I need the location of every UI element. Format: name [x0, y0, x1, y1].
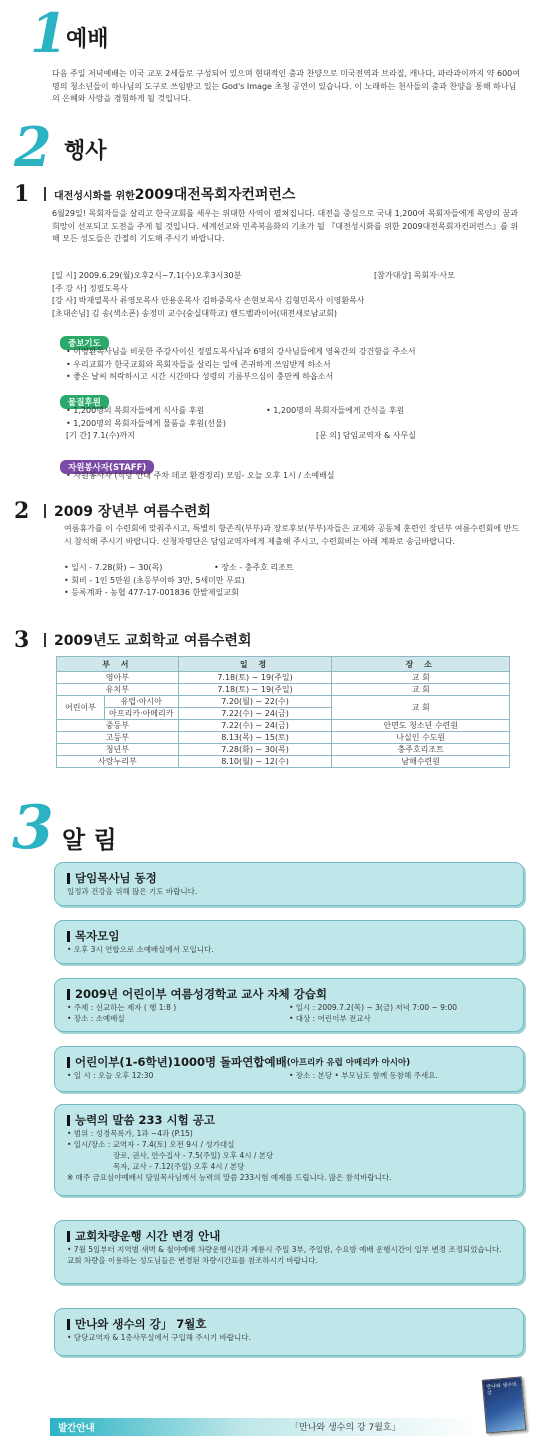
- footer-band: [50, 1418, 480, 1436]
- event-number: 2: [14, 498, 30, 524]
- cell-dept: 중등부: [57, 720, 179, 732]
- info-main-speaker: [주 강 사] 정필도목사: [52, 283, 128, 293]
- cell-date: 7.18(토) ~ 19(주일): [178, 672, 332, 684]
- notice-card: [54, 1046, 524, 1092]
- event-title: 2009 장년부 여름수련회: [54, 504, 211, 520]
- divider: [44, 187, 46, 201]
- notice-row: • 주제 : 선교하는 제자 ( 행 1:8 ) • 일시 : 2009.7.2(목) ~ 3(금) 저녁 7:00 ~ 9:00: [67, 1003, 458, 1012]
- cell-dept: 청년부: [57, 744, 179, 756]
- worship-description: 다음 주일 저녁예배는 미국 교포 2세들로 구성되어 있으며 현대적인 춤과 찬양으로 미국전역과 브라질, 캐나다, 파라과이까지 약 600여명의 청소년들이 하나님의 도구로 쓰임받고 있는 God's Image 초청 공연이 있습니다. 이 노래하는 천사들의 춤과 찬양을 통해 하나님의 은혜와 사랑을 경험하게 될 것입니다.: [52, 69, 520, 103]
- table-row: [57, 732, 510, 744]
- table-row: [57, 696, 510, 708]
- table-row: [57, 720, 510, 732]
- cell-place: 나실인 수도원: [332, 732, 510, 744]
- magazine-cover-image: [482, 1376, 527, 1433]
- contact: [문 의] 담임교역자 & 사무실: [316, 431, 416, 440]
- support-tag: 물질후원: [60, 395, 109, 409]
- retreat-account: • 등록계좌 - 농협 477-17-001836 한밭제일교회: [64, 588, 239, 597]
- retreat-row: [64, 562, 524, 575]
- notice-title: 능력의 말씀 233 시험 공고: [67, 1112, 511, 1128]
- conference-description: 6월29일! 목회자들을 살리고 한국교회를 세우는 위대한 사역이 펼쳐집니다. 대전을 중심으로 국내 1,200여 목회자들에게 목양의 꿈과 희망이 선포되고 도전을 주게 될 것입니다. 세계선교와 민족복음화의 기초가 될 『대전성시화를 위한 2009대전목회자컨퍼런스』를 위해 모든 성도들은 간절히 기도해 주시기 바랍니다.: [52, 209, 519, 243]
- notice-card: [54, 862, 524, 906]
- notice-line: ※ 매주 금요심야예배시 담임목사님께서 능력의 말씀 233시험 예제를 드립니다. 많은 참석바랍니다.: [67, 1173, 392, 1182]
- info-row: [52, 270, 524, 283]
- staff-tag: 자원봉사자(STAFF): [60, 460, 154, 474]
- event-number: 1: [14, 181, 30, 207]
- notice-line: • 오후 3시 연합으로 소예배실에서 모입니다.: [67, 945, 214, 954]
- col-header-dept: 부 서: [57, 657, 179, 672]
- notice-card: [54, 1104, 524, 1196]
- cell-dept: 고등부: [57, 732, 179, 744]
- section-number: 2: [14, 115, 52, 179]
- notice-line: • 7월 5일부터 지역별 새벽 & 철야예배 차량운행시간과 계룡시 주일 3부, 주일밤, 수요밤 예배 운행시간이 일부 변경 조정되었습니다. 교회 차량을 이용하는 성도님들은 변경된 차량시간표를 참조하시기 바랍니다.: [67, 1245, 502, 1265]
- notice-line: 장로, 권사, 안수집사 - 7.5(주일) 오후 4시 / 본당: [113, 1151, 274, 1160]
- staff-info: • 자원봉사자 (식당 안내 주차 데코 환경정리) 모임- 오늘 오후 1시 / 소예배실: [66, 471, 335, 480]
- title-bar: [67, 931, 70, 942]
- conference-info: [52, 270, 524, 320]
- section-title-events: 행사: [64, 139, 107, 164]
- notice-line: • 일시/장소 : 교역자 - 7.4(토) 오전 9시 / 성가대실: [67, 1140, 235, 1149]
- notice-title: 담임목사님 동정: [67, 870, 511, 886]
- retreat-date: • 일시 - 7.28(화) ~ 30(목): [64, 563, 163, 572]
- retreat-description: 여름휴가를 이 수련회에 맞춰주시고, 특별히 항존직(부부)과 장로후보(부부)자들은 교제와 공동체 훈련인 장년부 여름수련회에 반드시 참석해 주시기 바랍니다. 신청자명단은 담임교역자에게 제출해 주시고, 수련회비는 아래 계좌로 송금바랍니다.: [64, 524, 520, 546]
- table-row: [57, 672, 510, 684]
- title-bar: [67, 1319, 70, 1330]
- notice-title: 어린이부(1-6학년)1000명 돌파연합예배 (아프리카 유럽 아메리카 아시아): [67, 1054, 511, 1070]
- notice-card: [54, 920, 524, 964]
- prayer-list: [66, 346, 526, 384]
- title-bar: [67, 1115, 70, 1126]
- divider: [44, 504, 46, 518]
- period-row: [66, 430, 526, 443]
- table-row: [57, 744, 510, 756]
- event-number: 3: [14, 627, 30, 653]
- footer-label: 발간안내: [58, 1423, 95, 1434]
- notice-line: • 담당교역자 & 1층사무실에서 구입해 주시기 바랍니다.: [67, 1333, 251, 1342]
- support-list: • 1,200명의 목회자들에게 식사를 후원 • 1,200명의 목회자들에게 간식을 후원 • 1,200명의 목회자들에게 물품을 후원(선물) [기 간] 7.1(수)까지 [문 의] 담임교역자 & 사무실: [66, 405, 526, 443]
- event-heading-retreat: [14, 498, 211, 524]
- cell-place: 남해수련원: [332, 756, 510, 768]
- notice-title: 만나와 생수의 강」 7월호: [67, 1316, 511, 1332]
- event-heading-conference: [14, 181, 295, 207]
- prayer-item: • 우리교회가 한국교회와 목회자들을 살리는 일에 존귀하게 쓰임받게 하소서: [66, 359, 331, 369]
- info-guests: [초대손님] 김 송(색소폰) 송정미 교수(숭실대학교) 핸드벨콰이어(대전새로남교회): [52, 308, 337, 318]
- footer-text: 「만나와 생수의 강 7월호」: [290, 1423, 401, 1433]
- support-item: 1,200명의 목회자들에게 물품을 후원(선물): [73, 418, 226, 428]
- retreat-info: [64, 562, 524, 600]
- title-bar: [67, 873, 70, 884]
- cell-dept: 유럽·아시아: [104, 696, 178, 708]
- divider: [44, 633, 46, 647]
- support-item: 1,200명의 목회자들에게 식사를 후원: [73, 406, 205, 415]
- section-title-notices: 알 림: [62, 826, 117, 854]
- support-row: • 1,200명의 목회자들에게 식사를 후원 • 1,200명의 목회자들에게 간식을 후원: [66, 406, 405, 415]
- cell-date: 7.18(토) ~ 19(주일): [178, 684, 332, 696]
- cell-place: 안면도 청소년 수련원: [332, 720, 510, 732]
- notice-line: 일정과 건강을 위해 많은 기도 바랍니다.: [67, 887, 198, 896]
- schedule-table-wrap: [56, 656, 510, 768]
- cell-date: 7.28(화) ~ 30(목): [178, 744, 332, 756]
- table-header-row: [57, 657, 510, 672]
- cell-group: 어린이부: [57, 696, 105, 720]
- cell-date: 8.10(월) ~ 12(수): [178, 756, 332, 768]
- event-title: 2009대전목회자컨퍼런스: [134, 187, 296, 203]
- title-bar: [67, 989, 70, 1000]
- cell-date: 8.13(목) ~ 15(토): [178, 732, 332, 744]
- section-title-worship: 예배: [66, 27, 109, 52]
- retreat-fee: • 회비 - 1인 5만원 (초등부이하 3만, 5세미만 무료): [64, 575, 245, 585]
- cell-date: 7.20(월) ~ 22(수): [178, 696, 332, 708]
- cell-dept: 아프리카·아메리카: [104, 708, 178, 720]
- notice-card: [54, 978, 524, 1032]
- cell-place: 교 회: [332, 684, 510, 696]
- section-number: 1: [30, 1, 68, 65]
- event-heading-school: [14, 627, 251, 653]
- cell-place: 교 회: [332, 696, 510, 720]
- period: [기 간] 7.1(수)까지: [66, 431, 135, 440]
- magazine-caption: 만나와 생수의 강: [486, 1381, 518, 1397]
- info-date: [일 시] 2009.6.29(월)오후2시~7.1(수)오후3시30분: [52, 271, 242, 280]
- cell-place: 충주호리조트: [332, 744, 510, 756]
- title-bar: [67, 1231, 70, 1242]
- table-row: [57, 756, 510, 768]
- notice-title: 2009년 어린이부 여름성경학교 교사 자체 강습회: [67, 986, 511, 1002]
- col-header-place: 장 소: [332, 657, 510, 672]
- notice-title: 목자모임: [67, 928, 511, 944]
- col-header-date: 일 정: [178, 657, 332, 672]
- notice-card: [54, 1308, 524, 1356]
- cell-place: 교 회: [332, 672, 510, 684]
- section-number: 3: [12, 793, 54, 863]
- cell-date: 7.22(수) ~ 24(금): [178, 720, 332, 732]
- cell-date: 7.22(수) ~ 24(금): [178, 708, 332, 720]
- cell-dept: 영아부: [57, 672, 179, 684]
- support-item: 1,200명의 목회자들에게 간식을 후원: [273, 406, 405, 415]
- event-title-prefix: 대전성시화를 위한: [54, 190, 135, 202]
- notice-row: • 일 시 : 오늘 오후 12:30 • 장소 : 본당 • 부모님도 함께 동참해 주세요.: [67, 1071, 438, 1080]
- retreat-place: • 장소 - 충주호 리조트: [214, 563, 294, 572]
- prayer-tag: 중보기도: [60, 336, 109, 350]
- schedule-table: [56, 656, 510, 768]
- title-bar: [67, 1057, 70, 1068]
- notice-title: 교회차량운행 시간 변경 안내: [67, 1228, 511, 1244]
- cell-dept: 유치부: [57, 684, 179, 696]
- cell-dept: 사랑누리부: [57, 756, 179, 768]
- event-title: 2009년도 교회학교 여름수련회: [54, 633, 252, 649]
- notice-row: • 장소 : 소예배실 • 대상 : 어린이부 전교사: [67, 1014, 371, 1023]
- prayer-item: • 좋은 날씨 허락하시고 시간 시간마다 성령의 기름부으심이 충만케 하옵소서: [66, 372, 334, 381]
- notice-line: 목자, 교사 - 7.12(주일) 오후 4시 / 본당: [113, 1162, 245, 1171]
- table-row: [57, 684, 510, 696]
- notice-card: [54, 1220, 524, 1284]
- prayer-item: • 이영환목사님을 비롯한 주강사이신 정필도목사님과 6명의 강사님들에게 영육간의 강건함을 주소서: [66, 347, 416, 356]
- info-speakers: [강 사] 박재열목사 류영모목사 안용운목사 김하중목사 손현보목사 김형민목사 이영환목사: [52, 296, 365, 305]
- notice-line: • 범위 : 성경목록가, 1과 ~4과 (P.15): [67, 1129, 193, 1138]
- info-target: [참가대상] 목회자·사모: [374, 271, 455, 280]
